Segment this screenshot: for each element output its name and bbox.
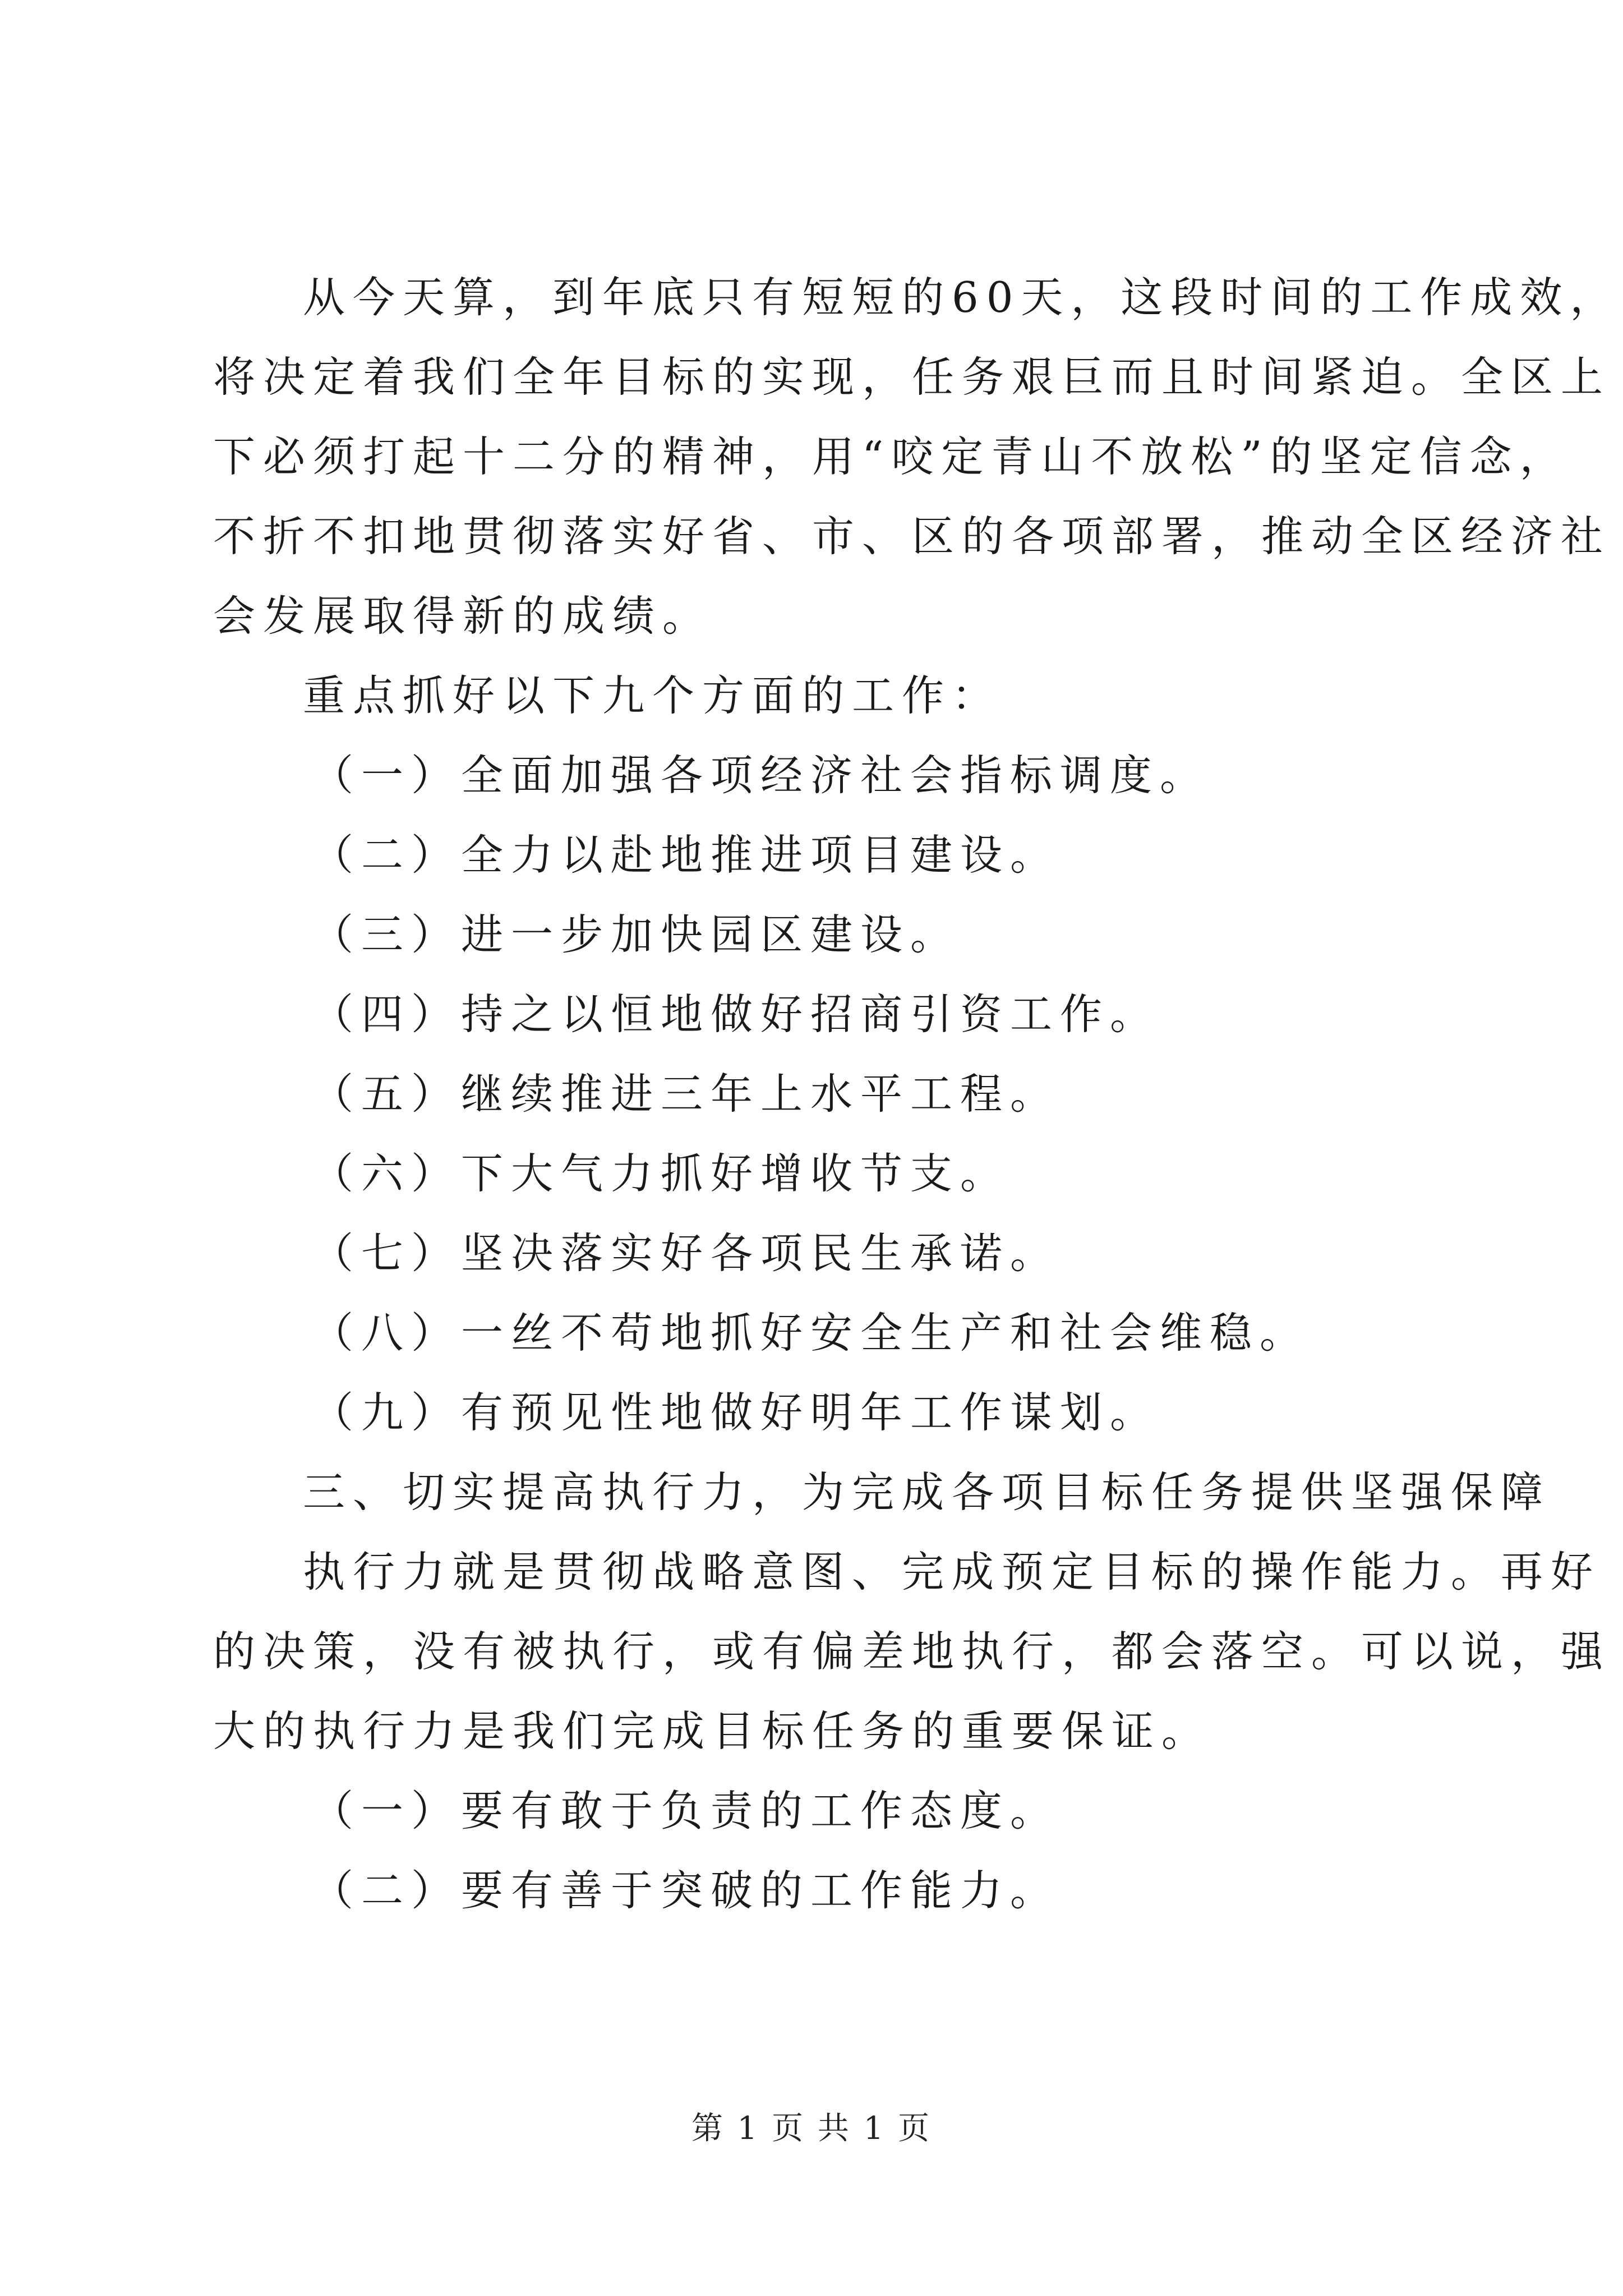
paragraph-line: 大的执行力是我们完成目标任务的重要保证。 [213,1706,1212,1756]
task-item: （四）持之以恒地做好招商引资工作。 [311,990,1160,1039]
task-item: （九）有预见性地做好明年工作谋划。 [311,1388,1160,1437]
paragraph-line: 从今天算，到年底只有短短的60天，这段时间的工作成效， [303,273,1620,322]
task-item: （七）坚决落实好各项民生承诺。 [311,1228,1061,1278]
section-item: （一）要有敢于负责的工作态度。 [311,1786,1061,1835]
task-item: （二）全力以赴地推进项目建设。 [311,830,1061,880]
task-item: （八）一丝不苟地抓好安全生产和社会维稳。 [311,1308,1310,1358]
section-item: （二）要有善于突破的工作能力。 [311,1866,1061,1915]
intro-text: 重点抓好以下九个方面的工作： [303,671,1002,720]
section-heading: 三、切实提高执行力，为完成各项目标任务提供坚强保障 [303,1467,1551,1517]
paragraph-line: 不折不扣地贯彻落实好省、市、区的各项部署，推动全区经济社 [213,512,1611,561]
paragraph-line: 将决定着我们全年目标的实现，任务艰巨而且时间紧迫。全区上 [213,352,1611,402]
paragraph-line: 会发展取得新的成绩。 [213,591,713,641]
task-item: （五）继续推进三年上水平工程。 [311,1069,1061,1119]
task-item: （六）下大气力抓好增收节支。 [311,1149,1011,1198]
paragraph-line: 执行力就是贯彻战略意图、完成预定目标的操作能力。再好 [303,1547,1601,1596]
task-item: （三）进一步加快园区建设。 [311,910,961,959]
task-item: （一）全面加强各项经济社会指标调度。 [311,751,1210,800]
paragraph-line: 下必须打起十二分的精神，用“咬定青山不放松”的坚定信念， [213,432,1570,481]
page-footer: 第 1 页 共 1 页 [691,2110,932,2147]
paragraph-line: 的决策，没有被执行，或有偏差地执行，都会落空。可以说，强 [213,1627,1611,1676]
